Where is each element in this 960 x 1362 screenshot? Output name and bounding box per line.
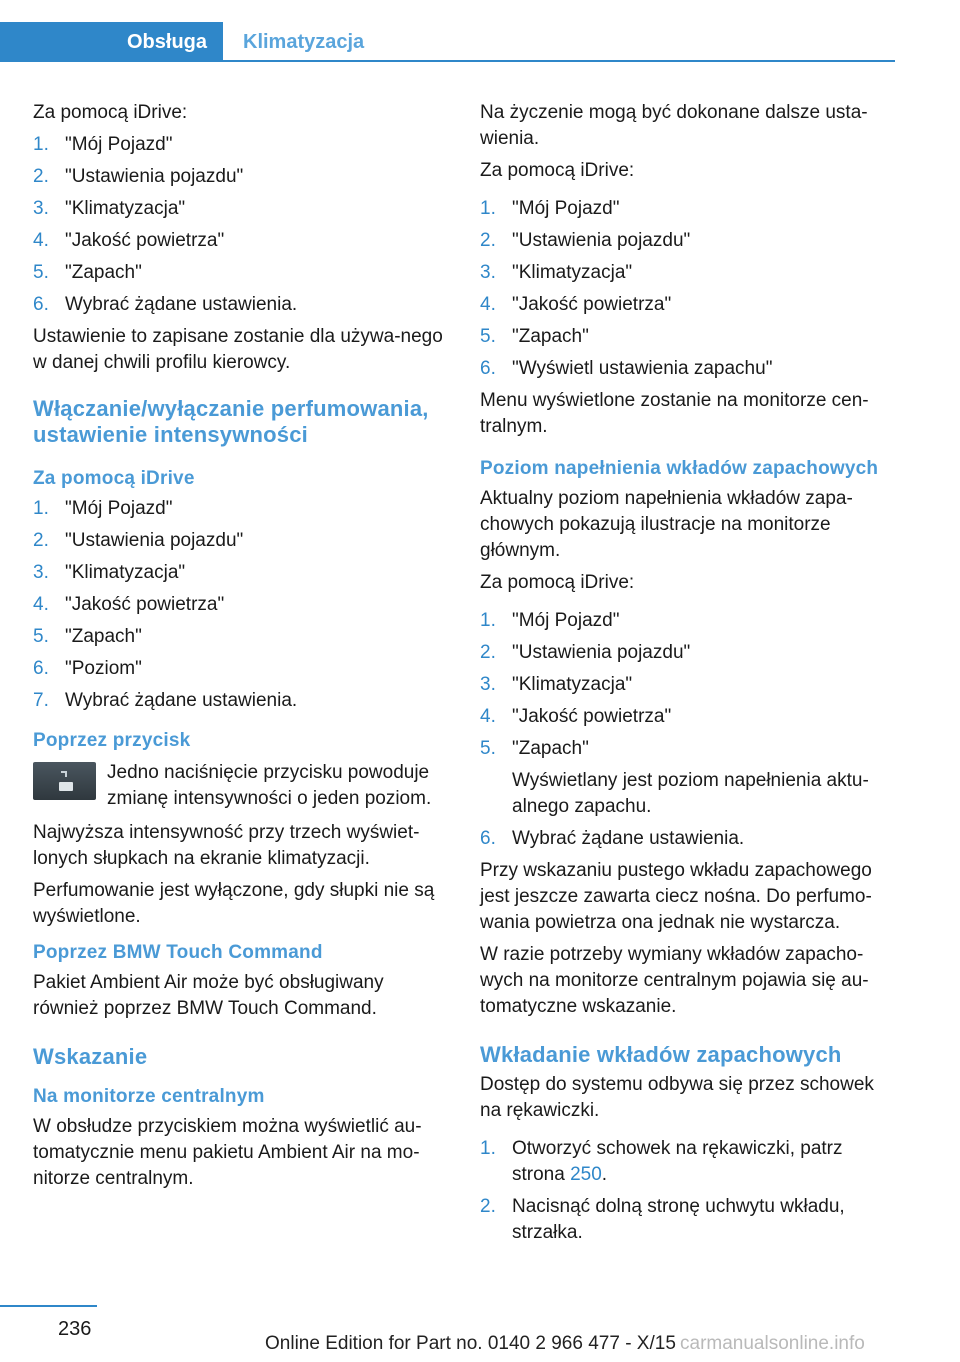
list-number: 4.: [480, 706, 496, 727]
list-number: 1.: [480, 198, 496, 219]
arrow-glyph: [61, 771, 67, 777]
paragraph: Ustawienie to zapisane zostanie dla używa‐nego w danej chwili profilu kierowcy.: [33, 326, 443, 373]
list-number: 2.: [33, 166, 49, 187]
tab-klimatyzacja[interactable]: Klimatyzacja: [243, 31, 365, 53]
list-item: [33, 292, 451, 318]
list-number: 1.: [480, 1138, 496, 1159]
fragrance-button-icon: [33, 762, 96, 800]
list-number: 6.: [33, 294, 49, 315]
list-text: "Zapach": [512, 326, 589, 347]
list-number: 6.: [480, 358, 496, 379]
subsection-heading: Na monitorze centralnym: [33, 1086, 265, 1107]
list-item: [33, 560, 451, 586]
subsection-heading: Poprzez przycisk: [33, 730, 191, 751]
section-heading: Wkładanie wkładów zapachowych: [480, 1042, 842, 1067]
list-item: [33, 260, 451, 286]
list-number: 4.: [33, 230, 49, 251]
list-item: [480, 324, 898, 350]
list-number: 2.: [480, 230, 496, 251]
section-heading: Wskazanie: [33, 1044, 148, 1069]
list-text: "Zapach": [512, 738, 589, 759]
list-text: Wybrać żądane ustawienia.: [65, 690, 298, 711]
list-text: "Ustawienia pojazdu": [512, 642, 691, 663]
button-description: [33, 760, 451, 812]
list-number: 3.: [33, 562, 49, 583]
list-item: [480, 608, 898, 634]
list-number: 1.: [33, 498, 49, 519]
list-item: [480, 292, 898, 318]
list-item: [480, 672, 898, 698]
list-text: Nacisnąć dolną stronę uchwytu wkładu, strzałka.: [512, 1196, 845, 1243]
list-text: "Jakość powietrza": [512, 294, 672, 315]
list-item: [480, 1136, 898, 1188]
steps-list: [480, 196, 898, 382]
list-item: [33, 528, 451, 554]
steps-list: [33, 132, 451, 318]
list-number: 6.: [33, 658, 49, 679]
page-link[interactable]: 250: [570, 1164, 602, 1185]
list-number: 2.: [480, 642, 496, 663]
list-number: 4.: [33, 594, 49, 615]
list-text: "Zapach": [65, 626, 142, 647]
list-text: "Ustawienia pojazdu": [512, 230, 691, 251]
list-item: [33, 228, 451, 254]
list-text-end: .: [601, 1164, 608, 1185]
steps-list-continued: [480, 736, 898, 852]
subsection-heading: Poprzez BMW Touch Command: [33, 942, 323, 963]
list-item: [480, 196, 898, 222]
intro-text: Za pomocą iDrive:: [480, 160, 635, 181]
intro-text: Za pomocą iDrive:: [480, 572, 635, 593]
page-number: 236: [58, 1318, 92, 1340]
section-heading: Włączanie/wyłączanie perfumowania, ustawienie intensywności: [33, 396, 429, 447]
list-subtext: Wyświetlany jest poziom napełnienia aktu‐alnego zapachu.: [512, 770, 869, 817]
list-number: 3.: [480, 262, 496, 283]
button-description-text: Jedno naciśnięcie przycisku powoduje zmianę intensywności o jeden poziom.: [107, 762, 432, 809]
list-text: "Wyświetl ustawienia zapachu": [512, 358, 773, 379]
paragraph: Menu wyświetlone zostanie na monitorze cen‐tralnym.: [480, 390, 869, 437]
list-item: [480, 260, 898, 286]
list-text: "Mój Pojazd": [512, 198, 620, 219]
list-text: Wybrać żądane ustawienia.: [512, 828, 745, 849]
list-item: [480, 1194, 898, 1246]
list-item: [480, 736, 898, 820]
list-number: 1.: [33, 134, 49, 155]
list-text: Wybrać żądane ustawienia.: [65, 294, 298, 315]
list-text: "Ustawienia pojazdu": [65, 530, 244, 551]
left-column: [33, 100, 451, 1198]
list-text: "Mój Pojazd": [65, 134, 173, 155]
subsection-heading: Za pomocą iDrive: [33, 468, 195, 489]
list-number: 2.: [33, 530, 49, 551]
paragraph: W obsłudze przyciskiem można wyświetlić au‐tomatycznie menu pakietu Ambient Air na mo‐nitorze centralnym.: [33, 1116, 422, 1189]
list-number: 3.: [480, 674, 496, 695]
cartridge-glyph: [59, 782, 73, 791]
list-number: 1.: [480, 610, 496, 631]
page-header: [0, 22, 895, 62]
list-number: 4.: [480, 294, 496, 315]
list-item: [33, 496, 451, 522]
list-item: [480, 228, 898, 254]
list-text: "Ustawienia pojazdu": [65, 166, 244, 187]
list-text: "Klimatyzacja": [65, 198, 186, 219]
steps-list: [33, 496, 451, 714]
list-number: 7.: [33, 690, 49, 711]
intro-text: Za pomocą iDrive:: [33, 102, 188, 123]
paragraph: Aktualny poziom napełnienia wkładów zapa‐chowych pokazują ilustracje na monitorze głównym.: [480, 488, 853, 561]
list-number: 6.: [480, 828, 496, 849]
list-item: [33, 196, 451, 222]
list-text: "Klimatyzacja": [65, 562, 186, 583]
right-column: [480, 100, 898, 1252]
list-item: [480, 640, 898, 666]
edition-note: Online Edition for Part no. 0140 2 966 477 - X/15: [265, 1333, 676, 1354]
subsection-heading: Poziom napełnienia wkładów zapachowych: [480, 458, 879, 479]
list-number: 5.: [480, 326, 496, 347]
list-item: [33, 688, 451, 714]
list-number: 5.: [480, 738, 496, 759]
list-item: [480, 356, 898, 382]
list-item: [33, 164, 451, 190]
watermark: carmanualsonline.info: [680, 1333, 865, 1354]
tab-obsluga[interactable]: Obsługa: [0, 22, 223, 62]
list-text: "Jakość powietrza": [65, 230, 225, 251]
list-text: Otworzyć schowek na rękawiczki, patrz strona: [512, 1138, 843, 1185]
paragraph: Pakiet Ambient Air może być obsługiwany również poprzez BMW Touch Command.: [33, 972, 384, 1019]
paragraph: Dostęp do systemu odbywa się przez schowek na rękawiczki.: [480, 1074, 874, 1121]
list-item: [33, 592, 451, 618]
list-text: "Klimatyzacja": [512, 674, 633, 695]
list-number: 3.: [33, 198, 49, 219]
paragraph: Perfumowanie jest wyłączone, gdy słupki nie są wyświetlone.: [33, 880, 435, 927]
list-text: "Mój Pojazd": [65, 498, 173, 519]
list-number: 2.: [480, 1196, 496, 1217]
list-text: "Zapach": [65, 262, 142, 283]
list-item: [480, 704, 898, 730]
list-text: "Poziom": [65, 658, 142, 679]
list-item: [33, 656, 451, 682]
paragraph: W razie potrzeby wymiany wkładów zapacho‐wych na monitorze centralnym pojawia się au‐tomatyczne wskazanie.: [480, 944, 869, 1017]
paragraph: Przy wskazaniu pustego wkładu zapachowego jest jeszcze zawarta ciecz nośna. Do perfumo‐wania powietrza ona jednak nie wystarcza.: [480, 860, 872, 933]
list-text: "Jakość powietrza": [65, 594, 225, 615]
footer-divider: [0, 1305, 97, 1307]
steps-list: [480, 608, 898, 730]
list-text: "Klimatyzacja": [512, 262, 633, 283]
list-text: "Mój Pojazd": [512, 610, 620, 631]
steps-list: [480, 1136, 898, 1246]
paragraph: Na życzenie mogą być dokonane dalsze usta‐wienia.: [480, 102, 868, 149]
list-text: "Jakość powietrza": [512, 706, 672, 727]
list-item: [33, 132, 451, 158]
list-item: [480, 826, 898, 852]
list-item: [33, 624, 451, 650]
list-number: 5.: [33, 262, 49, 283]
paragraph: Najwyższa intensywność przy trzech wyświet‐lonych słupkach na ekranie klimatyzacji.: [33, 822, 420, 869]
list-number: 5.: [33, 626, 49, 647]
